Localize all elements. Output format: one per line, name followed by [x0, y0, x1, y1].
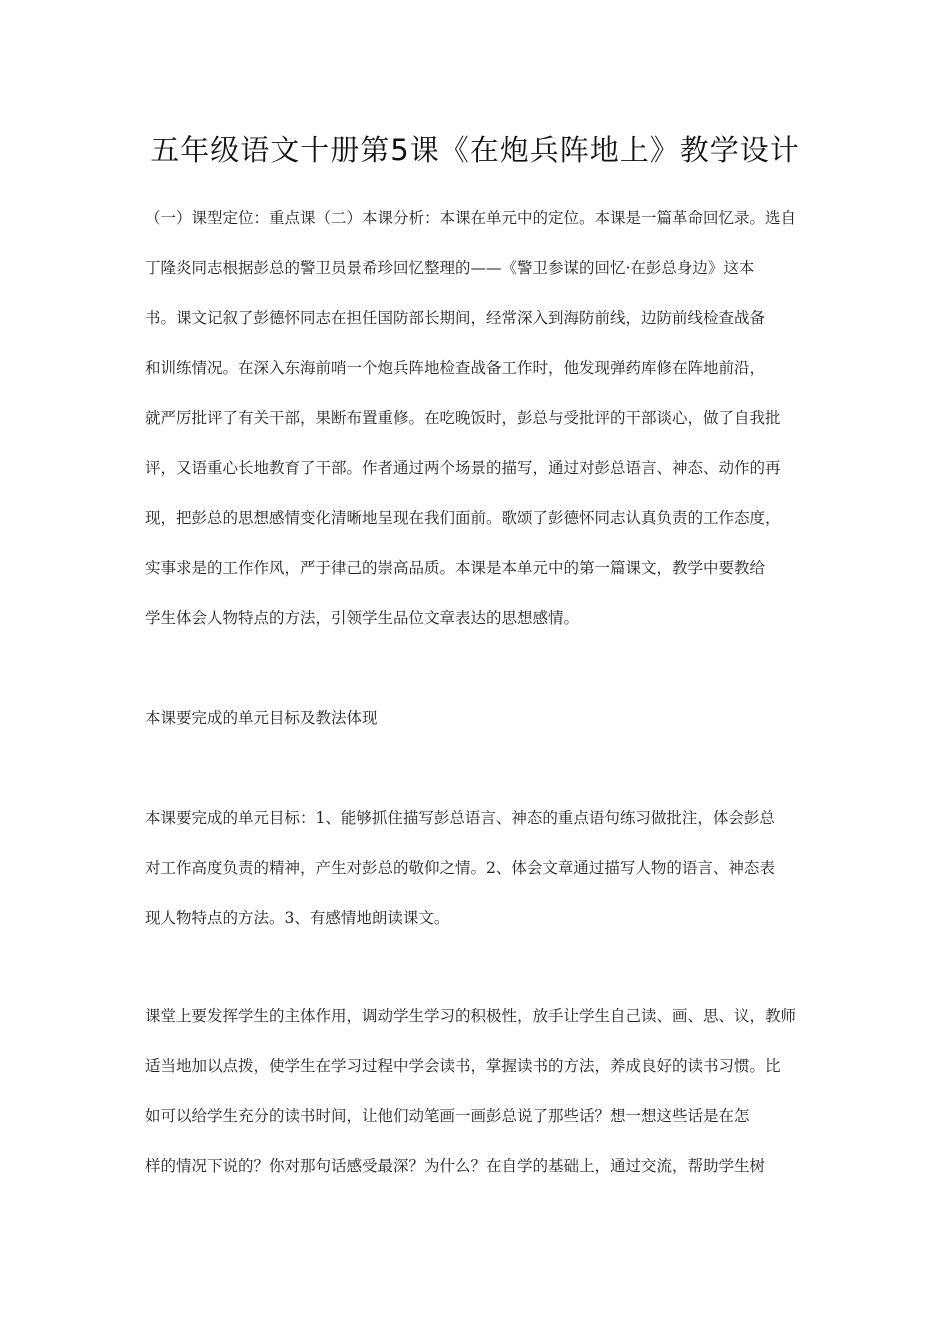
body-line: 适当地加以点拨，使学生在学习过程中学会读书，掌握读书的方法，养成良好的读书习惯。比 — [145, 1057, 781, 1075]
body-line: 和训练情况。在深入东海前哨一个炮兵阵地检查战备工作时，他发现弹药库修在阵地前沿， — [145, 359, 766, 377]
page-title: 五年级语文十册第5课《在炮兵阵地上》教学设计 — [150, 133, 800, 167]
body-line: 实事求是的工作作风，严于律己的崇高品质。本课是本单元中的第一篇课文，教学中要教给 — [145, 559, 766, 577]
body-line: 对工作高度负责的精神，产生对彭总的敬仰之情。2、体会文章通过描写人物的语言、神态表 — [145, 859, 775, 877]
body-line: 现，把彭总的思想感情变化清晰地呈现在我们面前。歌颂了彭德怀同志认真负责的工作态度， — [145, 509, 781, 527]
body-line: 就严厉批评了有关干部，果断布置重修。在吃晚饭时，彭总与受批评的干部谈心，做了自我批 — [145, 409, 781, 427]
body-line: 样的情况下说的？你对那句话感受最深？为什么？在自学的基础上，通过交流，帮助学生树 — [145, 1157, 766, 1175]
body-line: 丁隆炎同志根据彭总的警卫员景希珍回忆整理的——《警卫参谋的回忆·在彭总身边》这本 — [145, 259, 755, 277]
body-line: 评，又语重心长地教育了干部。作者通过两个场景的描写，通过对彭总语言、神态、动作的再 — [145, 459, 781, 477]
body-line: 如可以给学生充分的读书时间，让他们动笔画一画彭总说了那些话？想一想这些话是在怎 — [145, 1107, 750, 1125]
body-line: 现人物特点的方法。3、有感情地朗读课文。 — [145, 909, 450, 927]
body-line: （一）课型定位：重点课（二）本课分析：本课在单元中的定位。本课是一篇革命回忆录。选自 — [145, 209, 797, 227]
body-line: 学生体会人物特点的方法，引领学生品位文章表达的思想感情。 — [145, 609, 580, 627]
body-line: 书。课文记叙了彭德怀同志在担任国防部长期间，经常深入到海防前线，边防前线检查战备 — [145, 309, 766, 327]
body-line: 课堂上要发挥学生的主体作用，调动学生学习的积极性，放手让学生自己读、画、思、议，教师 — [145, 1007, 797, 1025]
section-heading: 本课要完成的单元目标及教法体现 — [145, 709, 378, 727]
body-line: 本课要完成的单元目标：1、能够抓住描写彭总语言、神态的重点语句练习做批注，体会彭总 — [145, 809, 775, 827]
